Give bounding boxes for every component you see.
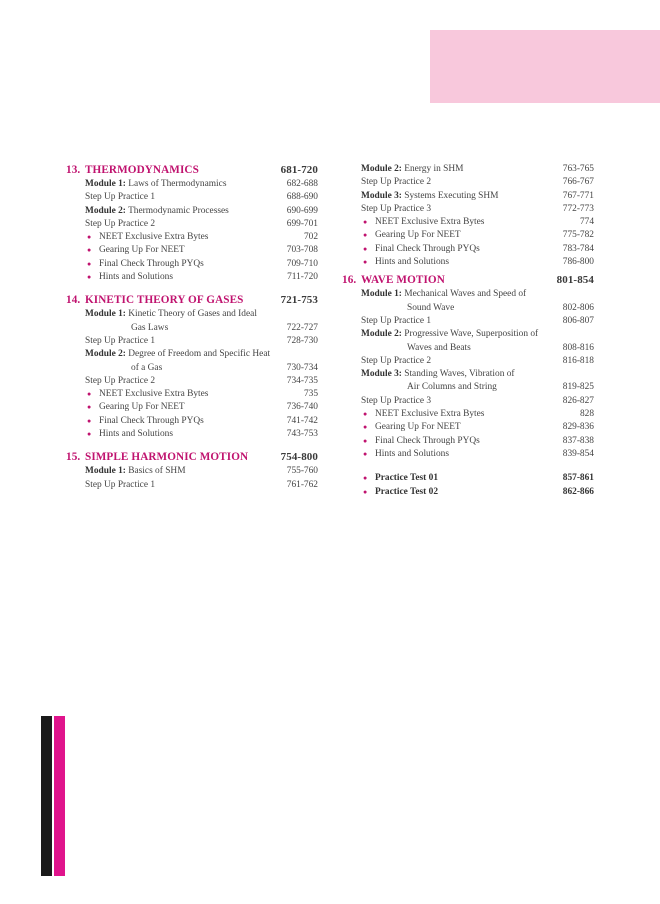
- entry-pages: 819-825: [562, 382, 594, 393]
- entry-pages: 839-854: [562, 448, 594, 459]
- bullet-icon: ●: [363, 258, 368, 267]
- bullet-icon: ●: [87, 430, 92, 439]
- entry-pages: 734-735: [286, 375, 318, 386]
- entry-pages: 808-816: [562, 342, 594, 353]
- chapter-list-left: [66, 163, 318, 492]
- entry-text: Step Up Practice 1: [361, 315, 432, 326]
- practice-test-title: Practice Test 01: [375, 473, 439, 484]
- toc-entry[interactable]: [85, 231, 318, 244]
- practice-test-pages: 862-866: [562, 486, 594, 497]
- entry-title: [361, 163, 548, 176]
- bullet-icon: ●: [87, 259, 92, 268]
- entry-pages: 806-807: [562, 315, 594, 326]
- entry-title: [99, 428, 272, 441]
- chapter-entries: [66, 178, 318, 284]
- module-label: Module 2:: [85, 205, 126, 216]
- entry-pages: 766-767: [562, 177, 594, 188]
- bullet-icon: ●: [363, 474, 368, 483]
- entry-text: Step Up Practice 2: [85, 218, 156, 229]
- entry-text: Laws of Thermodynamics: [125, 179, 227, 189]
- toc-entry[interactable]: [85, 308, 318, 335]
- entry-text: Final Check Through PYQs: [99, 258, 204, 269]
- toc-entry[interactable]: [85, 388, 318, 401]
- entry-title: [375, 216, 548, 229]
- entry-pages: 802-806: [562, 302, 594, 313]
- chapter-number: 14.: [66, 294, 81, 307]
- practice-test-pages: 857-861: [562, 473, 594, 484]
- entry-title: [361, 288, 548, 315]
- entry-text: NEET Exclusive Extra Bytes: [99, 389, 209, 400]
- entry-text: Step Up Practice 3: [361, 395, 432, 406]
- entry-title: [85, 348, 272, 375]
- module-label: Module 1:: [361, 289, 402, 300]
- entry-text: Final Check Through PYQs: [375, 243, 480, 254]
- entry-pages: 774: [579, 217, 594, 228]
- entry-title: [99, 244, 272, 257]
- entry-pages: 711-720: [287, 272, 318, 283]
- toc-entry[interactable]: [85, 258, 318, 271]
- chapter-number: 15.: [66, 451, 81, 464]
- chapter-heading[interactable]: [342, 273, 594, 288]
- toc-entry[interactable]: [85, 335, 318, 348]
- chapter-entries: [66, 308, 318, 441]
- entry-title: [85, 375, 272, 388]
- entry-title: [375, 229, 548, 242]
- toc-entry[interactable]: [85, 415, 318, 428]
- toc-entry[interactable]: [85, 401, 318, 414]
- entry-text: Progressive Wave, Superposition of: [401, 329, 539, 340]
- chapter-title: THERMODYNAMICS: [85, 164, 199, 176]
- entry-pages: 703-708: [286, 245, 318, 256]
- entry-text: Final Check Through PYQs: [99, 415, 204, 426]
- side-bar-pink: [54, 716, 65, 876]
- entry-text: Kinetic Theory of Gases and Ideal: [125, 309, 257, 320]
- chapter-heading[interactable]: [66, 163, 318, 178]
- entry-title: [85, 178, 272, 191]
- chapter-pages: 721-753: [280, 294, 318, 307]
- entry-text: Hints and Solutions: [99, 429, 173, 440]
- entry-text: Step Up Practice 2: [85, 375, 156, 386]
- entry-title: [85, 465, 272, 478]
- bullet-icon: ●: [363, 244, 368, 253]
- entry-text: Hints and Solutions: [375, 448, 449, 459]
- entry-text-continued: Sound Wave: [407, 302, 455, 313]
- entry-text: Energy in SHM: [401, 164, 464, 174]
- bullet-icon: ●: [87, 390, 92, 399]
- entry-pages: 709-710: [286, 258, 318, 269]
- chapter-title: KINETIC THEORY OF GASES: [85, 294, 244, 307]
- entry-text: Step Up Practice 2: [361, 355, 432, 366]
- entry-text: NEET Exclusive Extra Bytes: [99, 232, 209, 243]
- chapter-number: 16.: [342, 274, 357, 287]
- entry-text: Degree of Freedom and Specific Heat: [125, 349, 271, 360]
- entry-text: Thermodynamic Processes: [125, 205, 229, 216]
- entry-title: [375, 256, 548, 269]
- toc-entry[interactable]: [85, 428, 318, 441]
- entry-title: [361, 176, 548, 189]
- practice-test-entry[interactable]: [361, 472, 594, 485]
- chapter-title: WAVE MOTION: [361, 274, 445, 287]
- toc-entry[interactable]: [361, 256, 594, 269]
- entry-title: [85, 308, 272, 335]
- entry-pages: 699-701: [286, 218, 318, 229]
- entry-title: [85, 218, 272, 231]
- entry-title: [99, 231, 272, 244]
- entry-text: Systems Executing SHM: [401, 190, 499, 201]
- toc-entry[interactable]: [361, 203, 594, 216]
- entry-title: [361, 203, 548, 216]
- entry-title: [99, 415, 272, 428]
- chapter-heading[interactable]: [66, 450, 318, 465]
- module-label: Module 2:: [361, 329, 402, 340]
- module-label: Module 2:: [85, 349, 126, 360]
- entry-title: [99, 388, 272, 401]
- entry-title: [375, 421, 548, 434]
- module-label: Module 3:: [361, 369, 402, 380]
- entry-pages: 755-760: [286, 466, 318, 477]
- entry-pages: 730-734: [286, 362, 318, 373]
- side-bar-black: [41, 716, 52, 876]
- toc-entry[interactable]: [85, 205, 318, 218]
- entry-text-continued: Waves and Beats: [407, 342, 471, 353]
- toc-entry[interactable]: [361, 243, 594, 256]
- entry-title: [361, 190, 548, 203]
- toc-entry[interactable]: [361, 421, 594, 434]
- toc-entry[interactable]: [85, 465, 318, 478]
- toc-entry[interactable]: [85, 244, 318, 257]
- entry-text: NEET Exclusive Extra Bytes: [375, 217, 485, 228]
- bullet-icon: ●: [87, 273, 92, 282]
- chapter-continuation: [342, 163, 594, 269]
- toc-entry[interactable]: [361, 408, 594, 421]
- toc-column-right: [342, 163, 594, 499]
- chapter-pages: 754-800: [280, 451, 318, 464]
- entry-text: Step Up Practice 3: [361, 203, 432, 214]
- entry-text: Mechanical Waves and Speed of: [401, 289, 527, 300]
- entry-pages: 688-690: [286, 192, 318, 203]
- entry-pages: 741-742: [286, 415, 318, 426]
- entry-pages: 743-753: [286, 429, 318, 440]
- entry-title: [85, 479, 272, 492]
- entry-pages: 736-740: [286, 402, 318, 413]
- entry-pages: 772-773: [562, 203, 594, 214]
- bullet-icon: ●: [363, 218, 368, 227]
- bullet-icon: ●: [363, 449, 368, 458]
- toc-entry[interactable]: [361, 315, 594, 328]
- toc-entry[interactable]: [361, 435, 594, 448]
- entry-text: Final Check Through PYQs: [375, 435, 480, 446]
- entry-text: Gearing Up For NEET: [375, 422, 461, 433]
- chapter-title: SIMPLE HARMONIC MOTION: [85, 451, 249, 464]
- toc-column-left: [66, 163, 318, 492]
- entry-text: Step Up Practice 2: [361, 177, 432, 188]
- entry-title: [85, 205, 272, 218]
- bullet-icon: ●: [87, 416, 92, 425]
- entry-text-continued: Air Columns and String: [407, 382, 497, 393]
- entry-title: [375, 435, 548, 448]
- practice-test-title: Practice Test 02: [375, 486, 439, 497]
- bullet-icon: ●: [363, 487, 368, 496]
- chapter-number: 13.: [66, 164, 81, 176]
- entry-text-continued: Gas Laws: [131, 322, 169, 333]
- entry-pages: 783-784: [562, 243, 594, 254]
- toc-entry[interactable]: [361, 176, 594, 189]
- toc-entry[interactable]: [85, 271, 318, 284]
- toc-entry[interactable]: [85, 348, 318, 375]
- bullet-icon: ●: [363, 410, 368, 419]
- entry-pages: 722-727: [286, 322, 318, 333]
- entry-pages: 828: [579, 409, 594, 420]
- header-decor-box: [430, 30, 660, 103]
- entry-title: [375, 448, 548, 461]
- toc-entry[interactable]: [361, 395, 594, 408]
- toc-entry[interactable]: [361, 163, 594, 176]
- toc-entry[interactable]: [85, 375, 318, 388]
- bullet-icon: ●: [363, 231, 368, 240]
- toc-entry[interactable]: [361, 190, 594, 203]
- entry-text: Gearing Up For NEET: [99, 245, 185, 256]
- entry-text: Step Up Practice 1: [85, 335, 156, 346]
- entry-text: Step Up Practice 1: [85, 192, 156, 203]
- entry-pages: 829-836: [562, 422, 594, 433]
- module-label: Module 2:: [361, 164, 402, 174]
- entry-pages: 826-827: [562, 395, 594, 406]
- entry-title: [375, 408, 548, 421]
- entry-pages: 682-688: [286, 179, 318, 189]
- toc-entry[interactable]: [361, 368, 594, 395]
- toc-entry[interactable]: [85, 218, 318, 231]
- toc-entry[interactable]: [361, 448, 594, 461]
- entry-pages: 761-762: [286, 479, 318, 490]
- chapter-entries: [66, 465, 318, 492]
- module-label: Module 3:: [361, 190, 402, 201]
- entry-pages: 767-771: [562, 190, 594, 201]
- toc-entry[interactable]: [85, 191, 318, 204]
- entry-text: Basics of SHM: [125, 466, 186, 477]
- entry-text: Standing Waves, Vibration of: [401, 369, 515, 380]
- entry-pages: 837-838: [562, 435, 594, 446]
- entry-pages: 775-782: [562, 230, 594, 241]
- entry-pages: 786-800: [562, 257, 594, 268]
- chapter-list-right: [342, 273, 594, 461]
- chapter-heading[interactable]: [66, 293, 318, 308]
- entry-pages: 816-818: [562, 355, 594, 366]
- entry-title: [361, 368, 548, 395]
- toc-entry[interactable]: [85, 479, 318, 492]
- module-label: Module 1:: [85, 309, 126, 320]
- entry-text: NEET Exclusive Extra Bytes: [375, 409, 485, 420]
- entry-pages: 702: [303, 232, 318, 243]
- toc-entry[interactable]: [85, 178, 318, 191]
- toc-entry[interactable]: [361, 229, 594, 242]
- module-label: Module 1:: [85, 179, 126, 189]
- entry-pages: 735: [303, 389, 318, 400]
- entry-pages: 728-730: [286, 335, 318, 346]
- entry-text: Gearing Up For NEET: [99, 402, 185, 413]
- entry-pages: 690-699: [286, 205, 318, 216]
- chapter-entries: [342, 288, 594, 461]
- entry-text: Hints and Solutions: [99, 272, 173, 283]
- chapter-pages: 681-720: [280, 164, 318, 176]
- toc-entry[interactable]: [361, 216, 594, 229]
- entry-text: Gearing Up For NEET: [375, 230, 461, 241]
- bullet-icon: ●: [87, 246, 92, 255]
- entry-title: [361, 355, 548, 368]
- bullet-icon: ●: [363, 436, 368, 445]
- toc-entry[interactable]: [361, 328, 594, 355]
- entry-title: [361, 315, 548, 328]
- entry-title: [361, 328, 548, 355]
- entry-title: [99, 401, 272, 414]
- bullet-icon: ●: [87, 403, 92, 412]
- entry-title: [375, 243, 548, 256]
- entry-title: [99, 271, 272, 284]
- toc-entry[interactable]: [361, 288, 594, 315]
- entry-title: [85, 335, 272, 348]
- chapter-pages: 801-854: [556, 274, 594, 287]
- toc-entry[interactable]: [361, 355, 594, 368]
- module-label: Module 1:: [85, 466, 126, 477]
- entry-pages: 763-765: [562, 164, 594, 174]
- practice-test-entry[interactable]: [361, 486, 594, 499]
- entry-title: [85, 191, 272, 204]
- practice-tests: [342, 472, 594, 499]
- entry-title: [361, 395, 548, 408]
- entry-title: [99, 258, 272, 271]
- bullet-icon: ●: [363, 423, 368, 432]
- entry-text: Hints and Solutions: [375, 257, 449, 268]
- bullet-icon: ●: [87, 233, 92, 242]
- entry-text: Step Up Practice 1: [85, 479, 156, 490]
- entry-text-continued: of a Gas: [131, 362, 163, 373]
